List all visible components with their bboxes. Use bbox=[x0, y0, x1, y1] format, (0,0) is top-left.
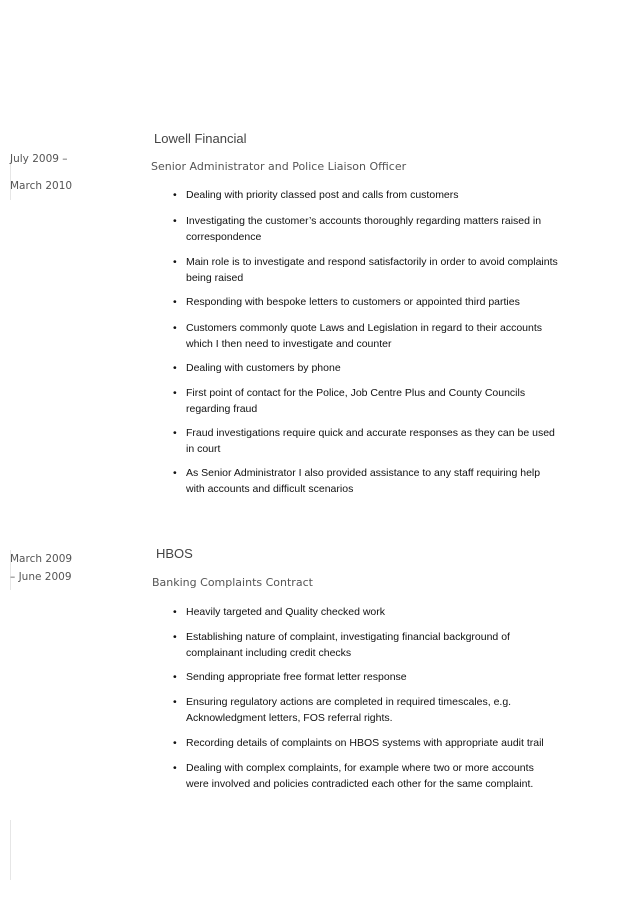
date-start: July 2009 – bbox=[10, 153, 68, 165]
bullet-icon: • bbox=[173, 467, 177, 479]
job-role: Senior Administrator and Police Liaison Officer bbox=[151, 160, 407, 173]
page-margin-line bbox=[10, 820, 11, 880]
bullet-icon: • bbox=[173, 387, 177, 399]
bullet-icon: • bbox=[173, 215, 177, 227]
bullet-icon: • bbox=[173, 427, 177, 439]
job-role: Banking Complaints Contract bbox=[152, 576, 313, 589]
bullet-icon: • bbox=[173, 737, 177, 749]
bullet-icon: • bbox=[173, 606, 177, 618]
bullet-icon: • bbox=[173, 296, 177, 308]
bullet-icon: • bbox=[173, 671, 177, 683]
employer-name: Lowell Financial bbox=[154, 131, 247, 146]
bullet-icon: • bbox=[173, 696, 177, 708]
date-end: March 2010 bbox=[10, 180, 73, 192]
bullet-icon: • bbox=[173, 322, 177, 334]
bullet-icon: • bbox=[173, 189, 177, 201]
bullet-icon: • bbox=[173, 256, 177, 268]
bullet-icon: • bbox=[173, 631, 177, 643]
bullet-icon: • bbox=[173, 762, 177, 774]
bullet-icon: • bbox=[173, 362, 177, 374]
date-start: March 2009 bbox=[10, 553, 73, 565]
date-end: – June 2009 bbox=[10, 571, 72, 583]
employer-name: HBOS bbox=[156, 546, 193, 561]
